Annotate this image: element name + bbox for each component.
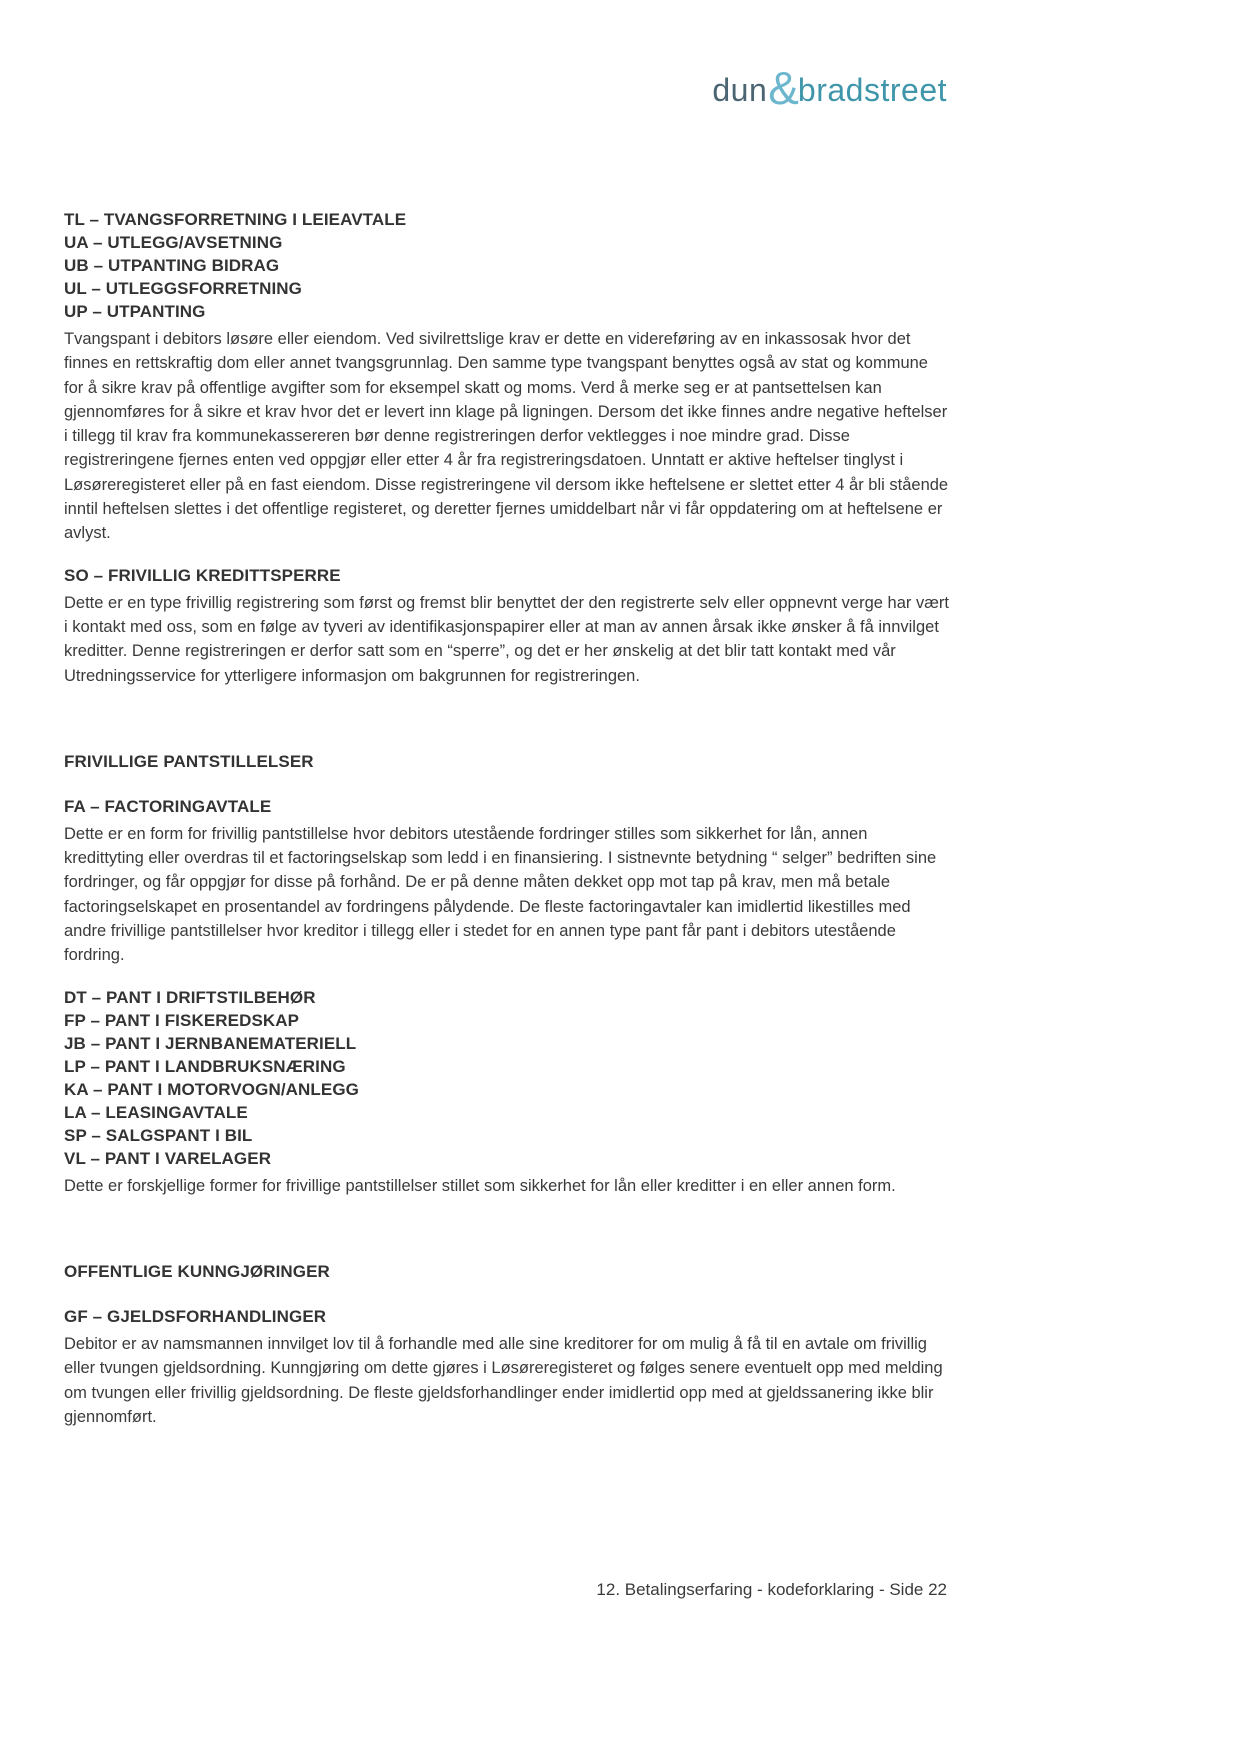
code-heading: UB – UTPANTING BIDRAG (64, 256, 280, 275)
code-heading: KA – PANT I MOTORVOGN/ANLEGG (64, 1079, 359, 1099)
code-heading: UP – UTPANTING (64, 302, 206, 321)
code-heading: UA – UTLEGG/AVSETNING (64, 233, 283, 252)
code-heading: FP – PANT I FISKEREDSKAP (64, 1010, 300, 1030)
code-heading: LP – PANT I LANDBRUKSNÆRING (64, 1056, 346, 1076)
code-section (64, 564, 950, 688)
document-content (64, 208, 950, 1447)
category-heading: FRIVILLIGE PANTSTILLELSER (64, 751, 314, 771)
code-heading: JB – PANT I JERNBANEMATERIELL (64, 1033, 357, 1053)
code-heading: SO – FRIVILLIG KREDITTSPERRE (64, 565, 341, 585)
code-heading: LA – LEASINGAVTALE (64, 1102, 248, 1122)
category-heading: OFFENTLIGE KUNNGJØRINGER (64, 1261, 330, 1281)
code-heading: VL – PANT I VARELAGER (64, 1148, 272, 1168)
code-heading: UL – UTLEGGSFORRETNING (64, 279, 303, 298)
logo-ampersand-icon: & (768, 62, 799, 114)
code-section (64, 1305, 950, 1429)
code-heading: GF – GJELDSFORHANDLINGER (64, 1306, 327, 1326)
code-description: Debitor er av namsmannen innvilget lov til å forhandle med alle sine kreditorer for om mulig å få til en avtale om frivillig eller tvungen gjeldsordning. Kunngjøring om dette gjøres i Løsøreregisteret og følges senere eventuelt opp med melding om tvungen eller frivillig gjeldsordning. De fleste gjeldsforhandlinger ender imidlertid opp med at gjeldssanering ikke blir gjennomført. (64, 1334, 943, 1426)
code-section (64, 795, 950, 968)
code-heading: SP – SALGSPANT I BIL (64, 1125, 253, 1145)
code-section (64, 986, 950, 1198)
code-section (64, 208, 950, 546)
logo-text-dun: dun (712, 72, 768, 108)
logo-text-bradstreet: bradstreet (797, 72, 947, 108)
code-heading: FA – FACTORINGAVTALE (64, 796, 272, 816)
code-heading: DT – PANT I DRIFTSTILBEHØR (64, 987, 316, 1007)
code-description: Dette er en form for frivillig pantstillelse hvor debitors utestående fordringer stilles som sikkerhet for lån, annen kredittyting eller overdras til et factoringselskap som ledd i en finansiering. I sistnevnte betydning “ selger” bedriften sine fordringer, og får oppgjør for disse på forhånd. De er på denne måten dekket opp mot tap på krav, men må betale factoringselskapet en prosentandel av fordringens pålydende. De fleste factoringavtaler kan imidlertid likestilles med andre frivillige pantstillelser hvor kreditor i tillegg eller i stedet for en annen type pant får pant i debitors utestående fordring. (64, 824, 937, 965)
footer-text: 12. Betalingserfaring - kodeforklaring - Side 22 (596, 1580, 947, 1599)
code-description: Dette er en type frivillig registrering som først og fremst blir benyttet der den registrerte selv eller oppnevnt verge har vært i kontakt med oss, som en følge av tyveri av identifikasjonspapirer eller at man av annen årsak ikke ønsker å få innvilget kreditter. Denne registreringen er derfor satt som en “sperre”, og det er her ønskelig at det blir tatt kontakt med vår Utredningsservice for ytterligere informasjon om bakgrunnen for registreringen. (64, 593, 949, 685)
page-footer (596, 1580, 947, 1600)
code-heading: TL – TVANGSFORRETNING I LEIEAVTALE (64, 210, 407, 229)
dun-bradstreet-logo (712, 62, 947, 114)
code-description: Tvangspant i debitors løsøre eller eiendom. Ved sivilrettslige krav er dette en videreføring av en inkassosak hvor det finnes en rettskraftig dom eller annet tvangsgrunnlag. Den samme type tvangspant benyttes også av stat og kommune for å sikre krav på offentlige avgifter som for eksempel skatt og moms. Verd å merke seg er at pantsettelsen kan gjennomføres for å sikre et krav hvor det er levert inn klage på ligningen. Dersom det ikke finnes andre negative heftelser i tillegg til krav fra kommunekassereren bør denne registreringen derfor vektlegges i noe mindre grad. Disse registreringene fjernes enten ved oppgjør eller etter 4 år fra registreringsdatoen. Unntatt er aktive heftelser tinglyst i Løsøreregisteret eller på en fast eiendom. Disse registreringene vil dersom ikke heftelsene er slettet etter 4 år bli stående inntil heftelsen slettes i det offentlige registeret, og deretter fjernes umiddelbart når vi får oppdatering om at heftelsene er avlyst. (64, 330, 949, 543)
code-description: Dette er forskjellige former for frivillige pantstillelser stillet som sikkerhet for lån eller kreditter i en eller annen form. (64, 1176, 896, 1195)
